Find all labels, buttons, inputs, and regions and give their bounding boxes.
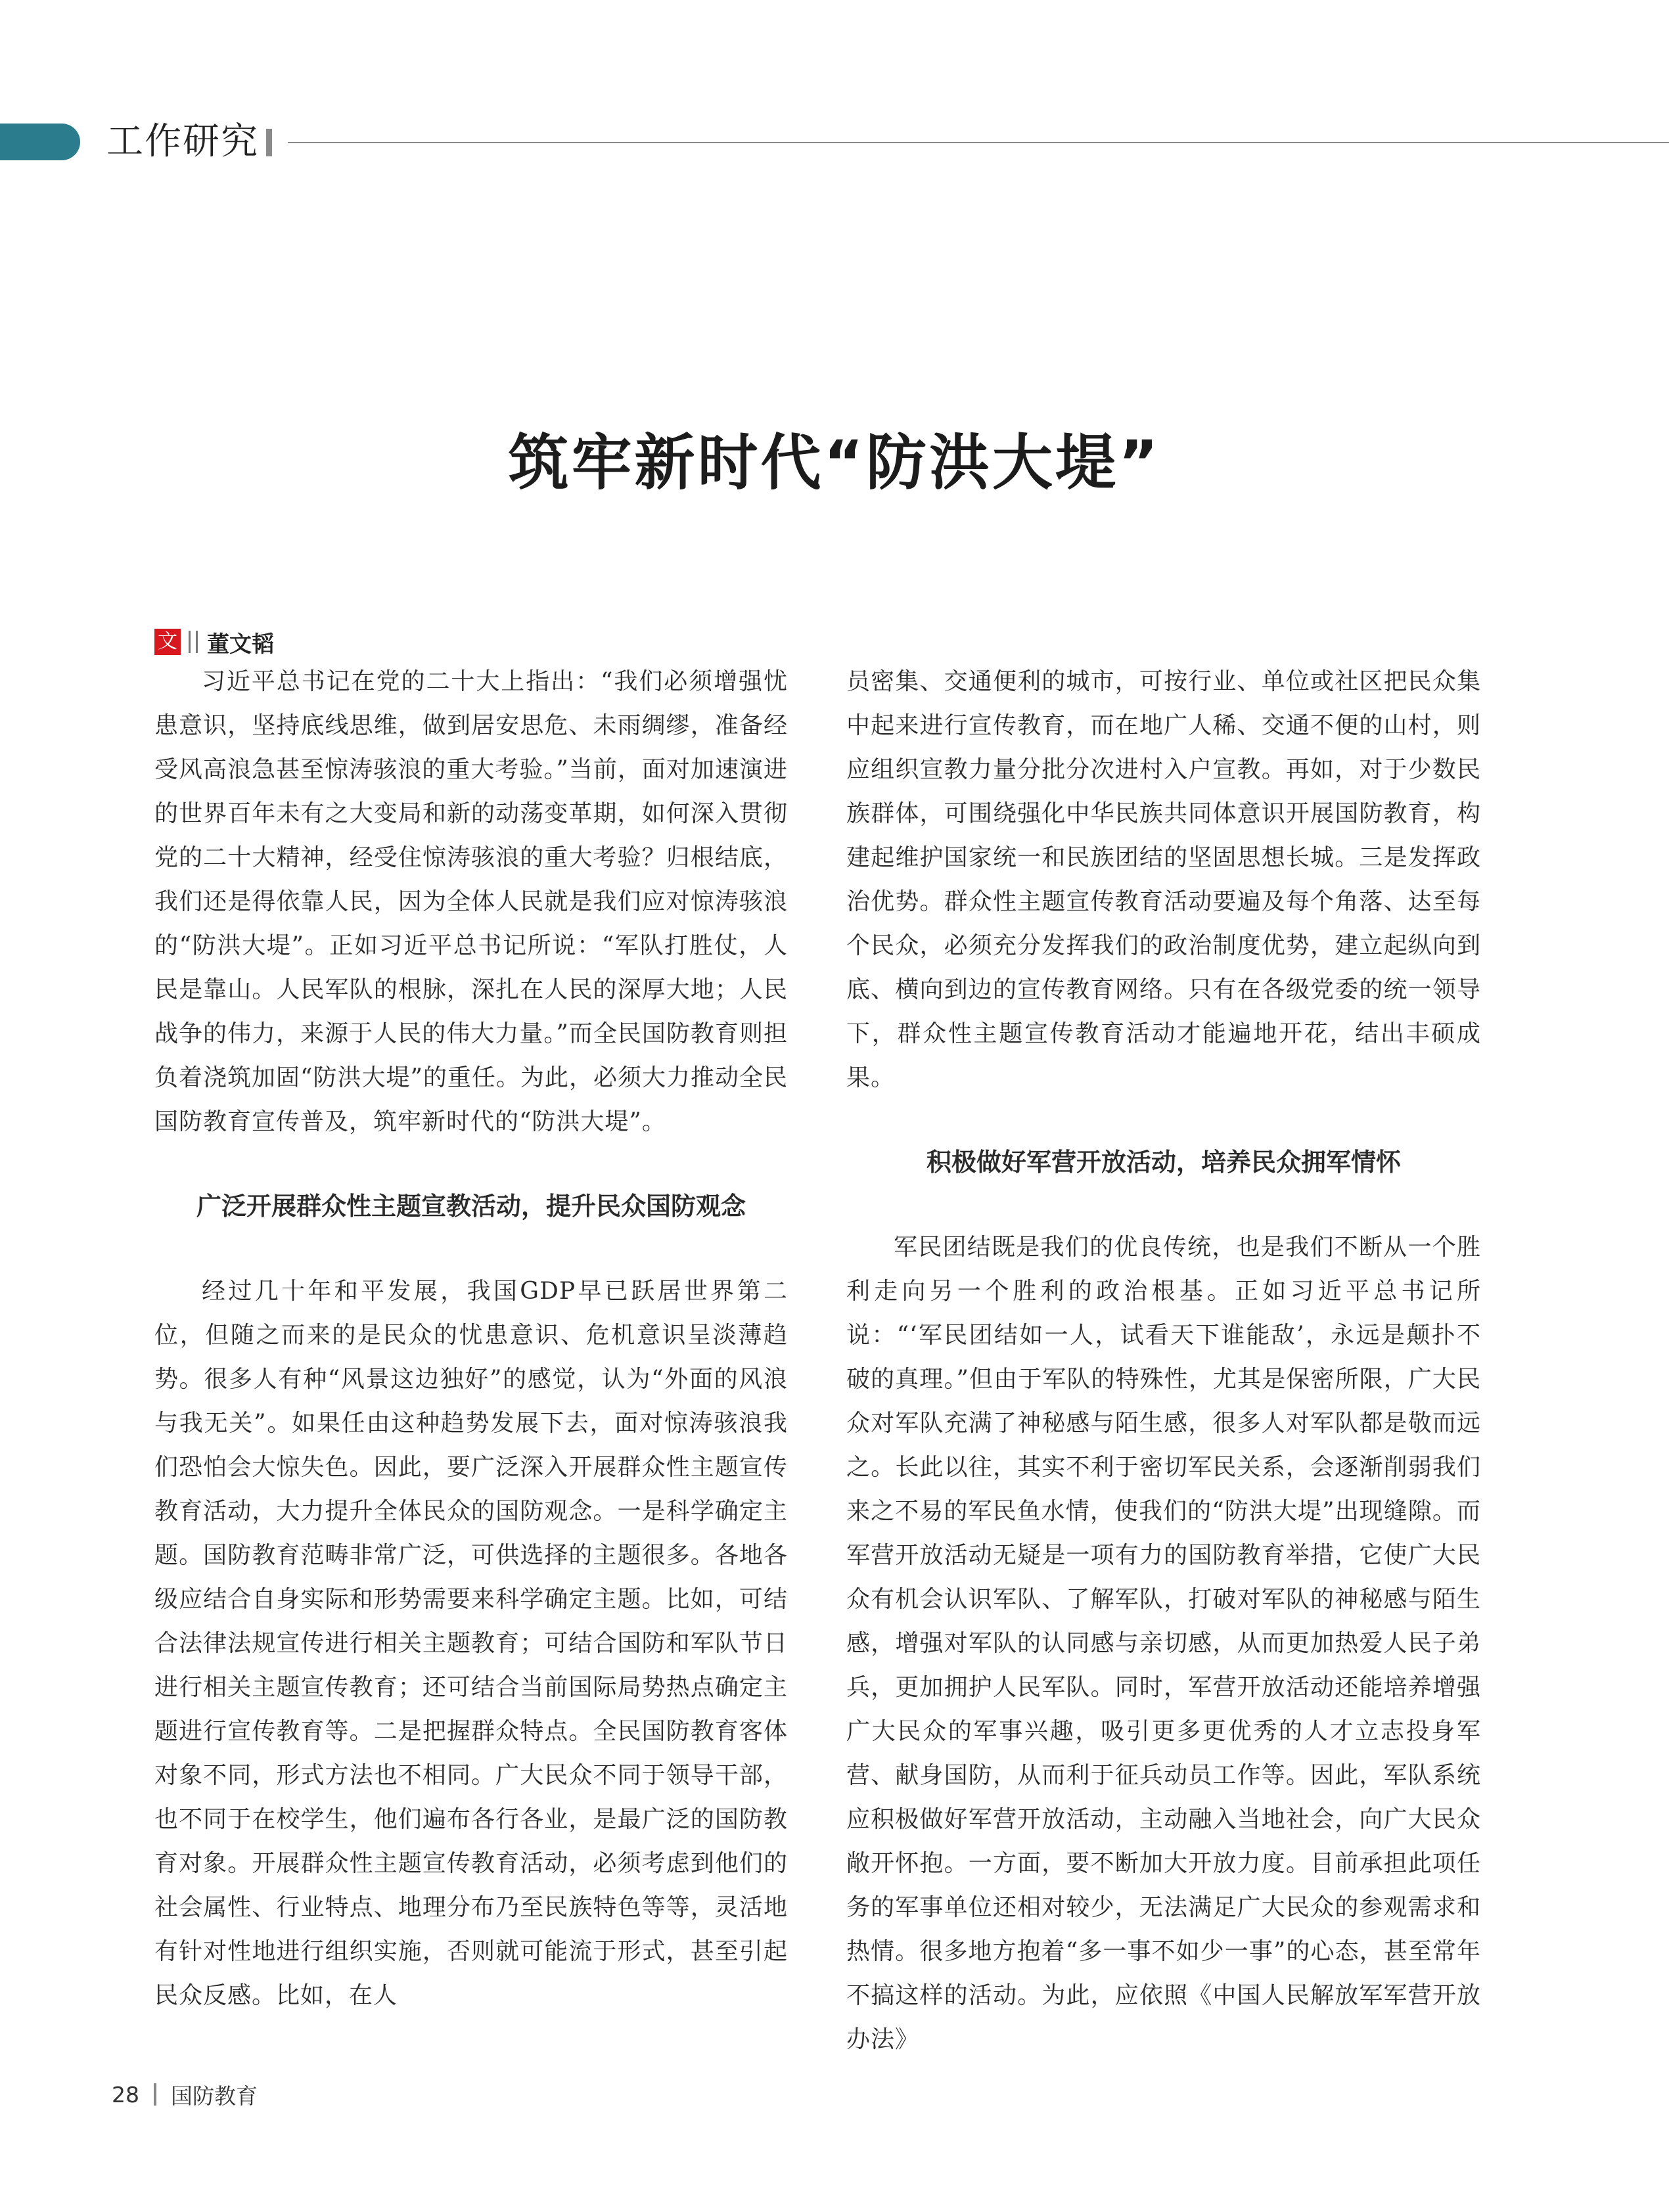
intro-paragraph: 习近平总书记在党的二十大上指出：“我们必须增强忧患意识，坚持底线思维，做到居安思危、未雨绸缪，准备经受风高浪急甚至惊涛骇浪的重大考验。”当前，面对加速演进的世界百年未有之大变局和新的动荡变革期，如何深入贯彻党的二十大精神，经受住惊涛骇浪的重大考验？归根结底，我们还是得依靠人民，因为全体人民就是我们应对惊涛骇浪的“防洪大堤”。正如习近平总书记所说：“军队打胜仗，人民是靠山。人民军队的根脉，深扎在人民的深厚大地；人民战争的伟力，来源于人民的伟大力量。”而全民国防教育则担负着浇筑加固“防洪大堤”的重任。为此，必须大力推动全民国防教育宣传普及，筑牢新时代的“防洪大堤”。 <box>154 668 788 1135</box>
article-title: 筑牢新时代“防洪大堤” <box>508 428 1161 498</box>
section-tab-marker <box>0 124 80 160</box>
right-column <box>846 660 1481 2062</box>
body-paragraph: 军民团结既是我们的优良传统，也是我们不断从一个胜利走向另一个胜利的政治根基。正如习近平总书记所说：“‘军民团结如一人，试看天下谁能敌’，永远是颠扑不破的真理。”但由于军队的特殊性，尤其是保密所限，广大民众对军队充满了神秘感与陌生感，很多人对军队都是敬而远之。长此以往，其实不利于密切军民关系，会逐渐削弱我们来之不易的军民鱼水情，使我们的“防洪大堤”出现缝隙。而军营开放活动无疑是一项有力的国防教育举措，它使广大民众有机会认识军队、了解军队，打破对军队的神秘感与陌生感，增强对军队的认同感与亲切感，从而更加热爱人民子弟兵，更加拥护人民军队。同时，军营开放活动还能培养增强广大民众的军事兴趣，吸引更多更优秀的人才立志投身军营、献身国防，从而利于征兵动员工作等。因此，军队系统应积极做好军营开放活动，主动融入当地社会，向广大民众敞开怀抱。一方面，要不断加大开放力度。目前承担此项任务的军事单位还相对较少，无法满足广大民众的参观需求和热情。很多地方抱着“多一事不如少一事”的心态，甚至常年不搞这样的活动。为此，应依照《中国人民解放军军营开放办法》 <box>846 1234 1481 2053</box>
header-rule <box>288 142 1669 143</box>
section-heading: 广泛开展群众性主题宣教活动，提升民众国防观念 <box>196 1192 746 1221</box>
byline-badge: 文 <box>154 629 181 655</box>
section-divider-bar <box>266 129 272 156</box>
page-number: 28 <box>112 2081 139 2108</box>
byline <box>154 625 274 658</box>
section-heading: 积极做好军营开放活动，培养民众拥军情怀 <box>926 1148 1401 1177</box>
byline-separator <box>189 631 198 653</box>
footer-separator <box>154 2083 156 2106</box>
body-paragraph-continued: 员密集、交通便利的城市，可按行业、单位或社区把民众集中起来进行宣传教育，而在地广人稀、交通不便的山村，则应组织宣教力量分批分次进村入户宣教。再如，对于少数民族群体，可围绕强化中华民族共同体意识开展国防教育，构建起维护国家统一和民族团结的坚固思想长城。三是发挥政治优势。群众性主题宣传教育活动要遍及每个角落、达至每个民众，必须充分发挥我们的政治制度优势，建立起纵向到底、横向到边的宣传教育网络。只有在各级党委的统一领导下，群众性主题宣传教育活动才能遍地开花，结出丰硕成果。 <box>846 668 1481 1091</box>
section-title: 工作研究 <box>106 120 259 163</box>
body-paragraph: 经过几十年和平发展，我国GDP早已跃居世界第二位，但随之而来的是民众的忧患意识、危机意识呈淡薄趋势。很多人有种“风景这边独好”的感觉，认为“外面的风浪与我无关”。如果任由这种趋势发展下去，面对惊涛骇浪我们恐怕会大惊失色。因此，要广泛深入开展群众性主题宣传教育活动，大力提升全体民众的国防观念。一是科学确定主题。国防教育范畴非常广泛，可供选择的主题很多。各地各级应结合自身实际和形势需要来科学确定主题。比如，可结合法律法规宣传进行相关主题教育；可结合国防和军队节日进行相关主题宣传教育；还可结合当前国际局势热点确定主题进行宣传教育等。二是把握群众特点。全民国防教育客体对象不同，形式方法也不相同。广大民众不同于领导干部，也不同于在校学生，他们遍布各行各业，是最广泛的国防教育对象。开展群众性主题宣传教育活动，必须考虑到他们的社会属性、行业特点、地理分布乃至民族特色等等，灵活地有针对性地进行组织实施，否则就可能流于形式，甚至引起民众反感。比如，在人 <box>154 1278 788 2009</box>
magazine-name: 国防教育 <box>171 2083 258 2109</box>
left-column <box>154 660 788 2018</box>
author-name: 董文韬 <box>207 631 274 658</box>
page-footer <box>112 2078 258 2111</box>
